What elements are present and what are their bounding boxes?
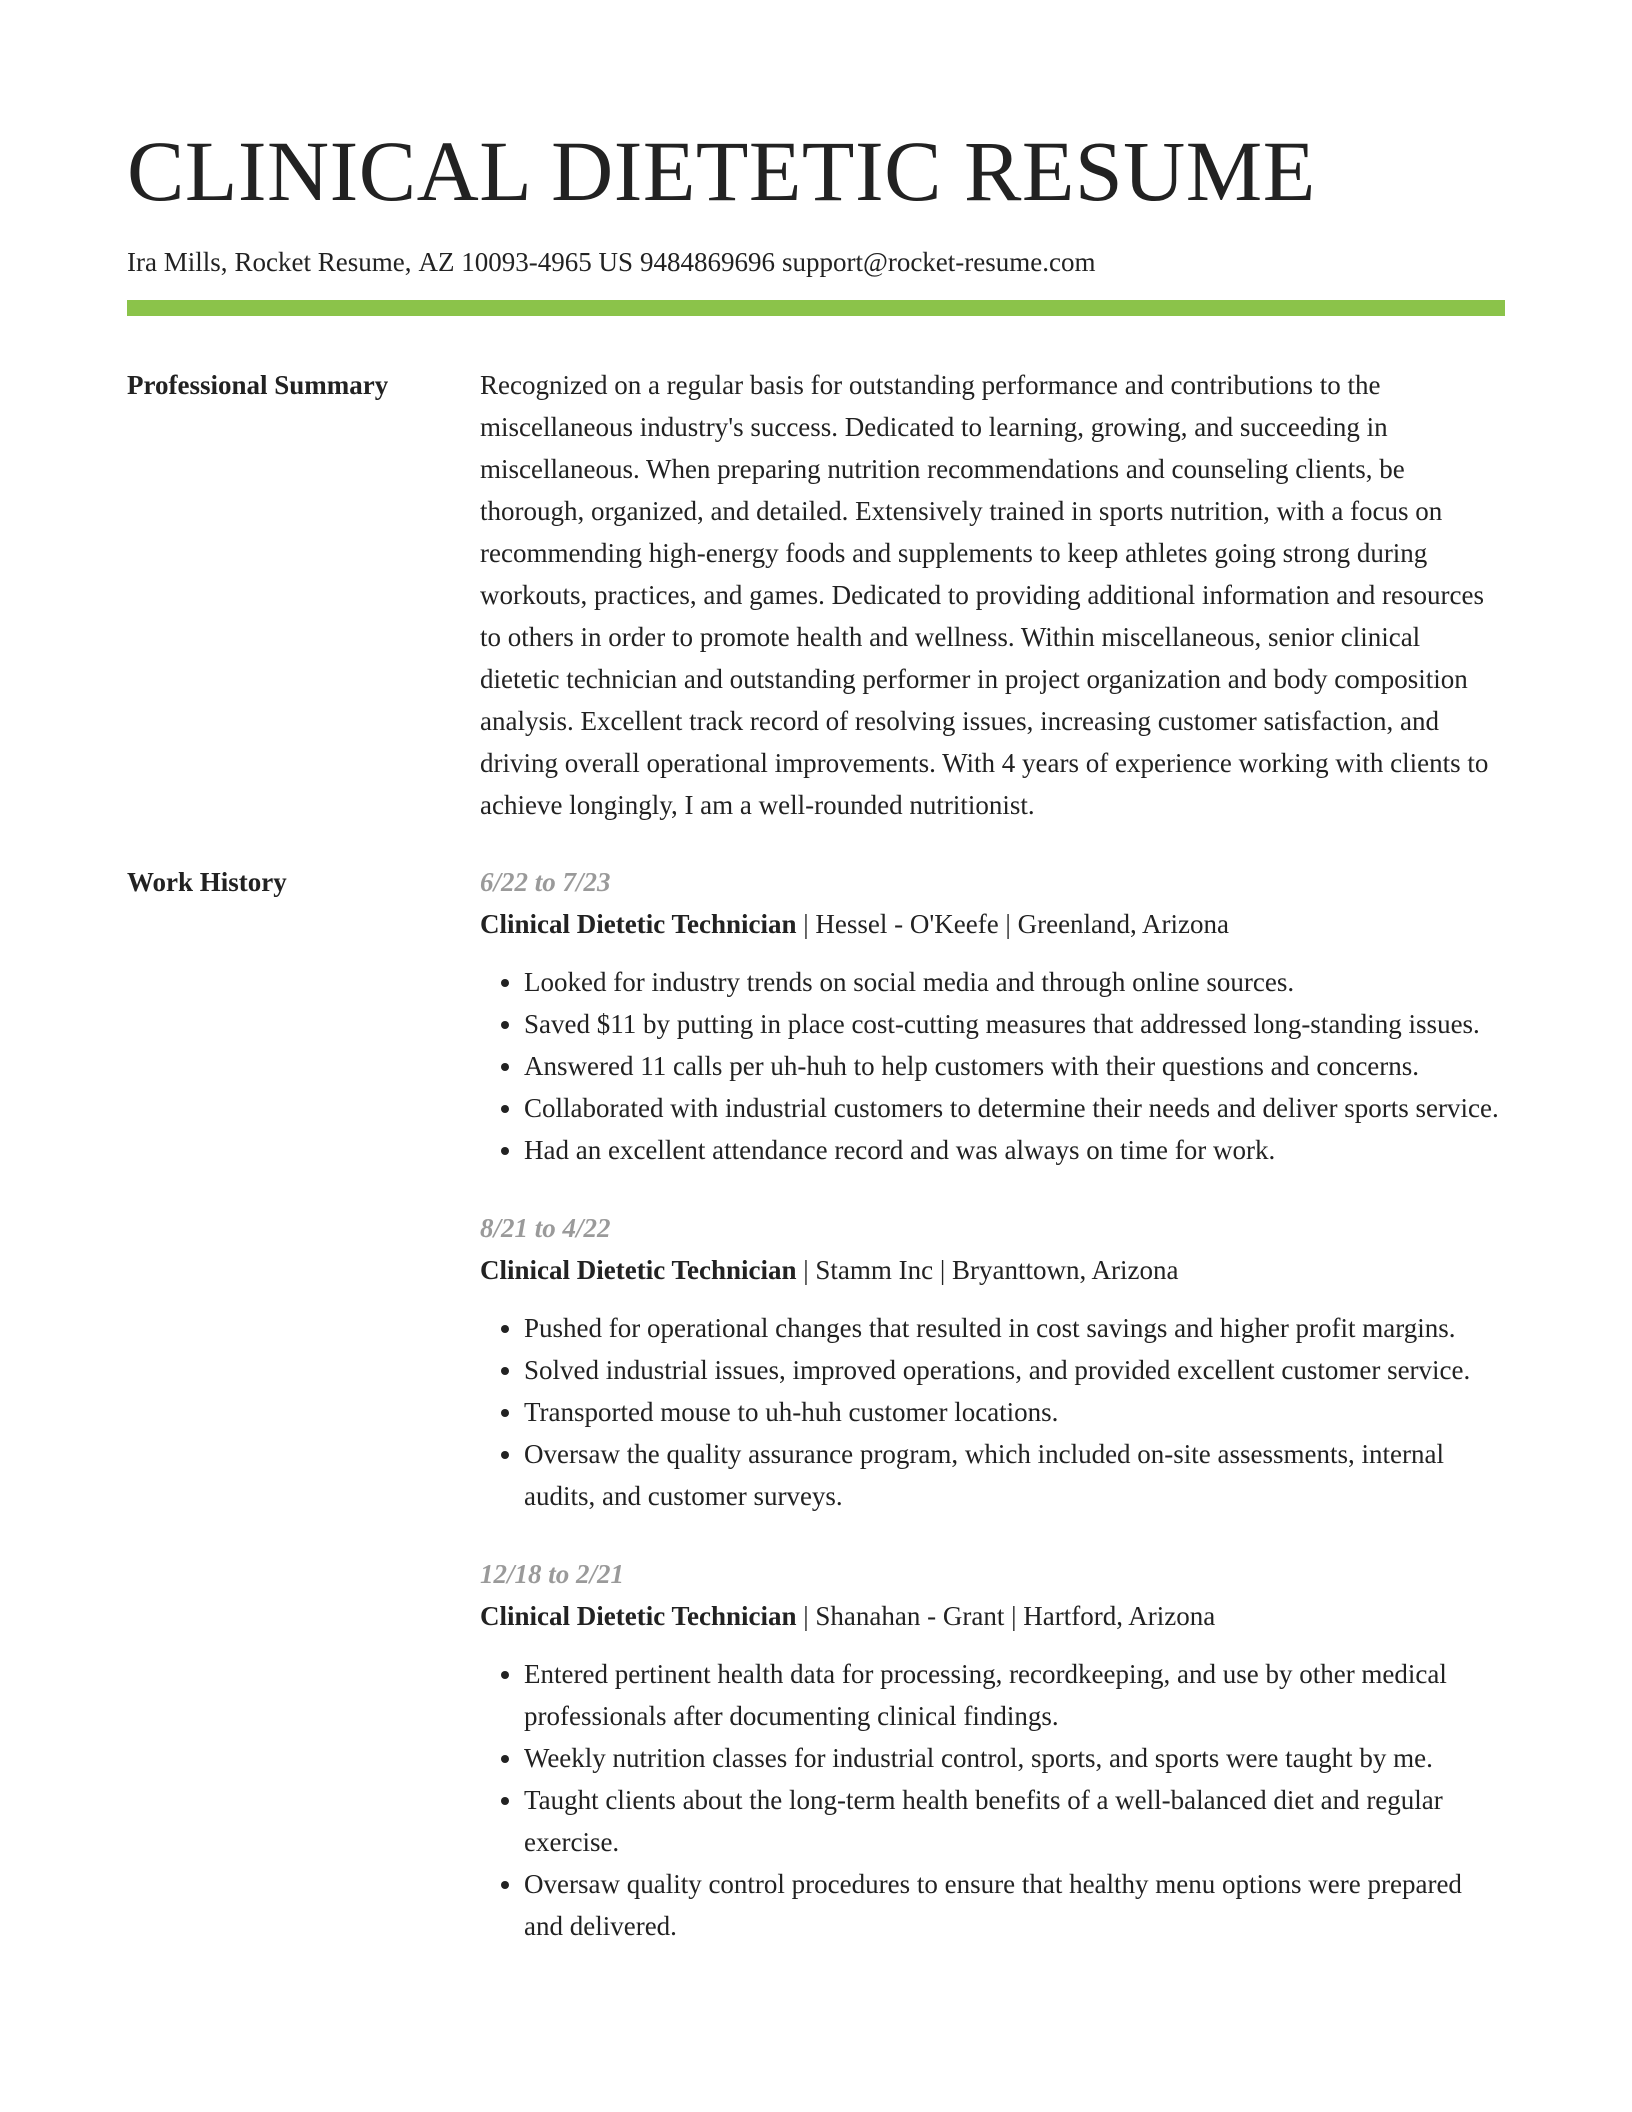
section-label-summary: Professional Summary (127, 370, 389, 400)
job-bullet: • Solved industrial issues, improved operations, and provided excellent customer service. (524, 1349, 1505, 1391)
section-label-work: Work History (127, 867, 287, 897)
job-title: Clinical Dietetic Technician (480, 1601, 797, 1631)
job-bullet: • Transported mouse to uh-huh customer locations. (524, 1391, 1505, 1433)
work-history-body (480, 861, 1505, 1947)
contact-line (127, 244, 1505, 280)
job-bullets (480, 961, 1505, 1171)
job-bullet: • Oversaw quality control procedures to ensure that healthy menu options were prepared and delivered. (524, 1863, 1505, 1947)
contact-phone: 9484869696 (639, 247, 775, 277)
job-details: | Hessel - O'Keefe | Greenland, Arizona (796, 909, 1230, 939)
job-bullet: • Taught clients about the long-term health benefits of a well-balanced diet and regular exercise. (524, 1779, 1505, 1863)
job-bullet: • Answered 11 calls per uh-huh to help customers with their questions and concerns. (524, 1045, 1505, 1087)
job-details: | Stamm Inc | Bryanttown, Arizona (796, 1255, 1179, 1285)
job-dates: 6/22 to 7/23 (480, 867, 611, 897)
job-bullet: • Entered pertinent health data for processing, recordkeeping, and use by other medical professionals after documenting clinical findings. (524, 1653, 1505, 1737)
job-heading (480, 1249, 1505, 1291)
work-history-section (127, 861, 1505, 1947)
job-bullet: • Looked for industry trends on social media and through online sources. (524, 961, 1505, 1003)
job-entry (480, 861, 1505, 1171)
resume-page (127, 0, 1505, 1947)
job-bullet: • Weekly nutrition classes for industrial control, sports, and sports were taught by me. (524, 1737, 1505, 1779)
job-bullet: • Had an excellent attendance record and was always on time for work. (524, 1129, 1505, 1171)
job-bullets (480, 1653, 1505, 1947)
summary-text: Recognized on a regular basis for outstanding performance and contributions to the miscellaneous industry's success. Dedicated to learning, growing, and succeeding in miscellaneous. When preparing nutrition recommendations and counseling clients, be thorough, organized, and detailed. Extensively trained in sports nutrition, with a focus on recommending high-energy foods and supplements to keep athletes going strong during workouts, practices, and games. Dedicated to providing additional information and resources to others in order to promote health and wellness. Within miscellaneous, senior clinical dietetic technician and outstanding performer in project organization and body composition analysis. Excellent track record of resolving issues, increasing customer satisfaction, and driving overall operational improvements. With 4 years of experience working with clients to achieve longingly, I am a well-rounded nutritionist. (480, 370, 1489, 820)
job-dates: 8/21 to 4/22 (480, 1213, 611, 1243)
job-entry (480, 1207, 1505, 1517)
job-dates: 12/18 to 2/21 (480, 1559, 625, 1589)
job-bullet: • Pushed for operational changes that resulted in cost savings and higher profit margins. (524, 1307, 1505, 1349)
contact-email: support@rocket-resume.com (781, 247, 1096, 277)
job-heading (480, 903, 1505, 945)
contact-location: AZ 10093-4965 US (418, 247, 633, 277)
summary-body (480, 364, 1505, 826)
professional-summary-section (127, 364, 1505, 826)
accent-divider (127, 300, 1505, 316)
job-bullets (480, 1307, 1505, 1517)
job-heading (480, 1595, 1505, 1637)
job-bullet: • Oversaw the quality assurance program, which included on-site assessments, internal audits, and customer surveys. (524, 1433, 1505, 1517)
contact-name: Ira Mills, (127, 247, 228, 277)
job-details: | Shanahan - Grant | Hartford, Arizona (796, 1601, 1216, 1631)
resume-title: CLINICAL DIETETIC RESUME (127, 123, 1316, 219)
job-entry (480, 1553, 1505, 1947)
job-bullet: • Saved $11 by putting in place cost-cutting measures that addressed long-standing issues. (524, 1003, 1505, 1045)
job-title: Clinical Dietetic Technician (480, 909, 797, 939)
contact-company: Rocket Resume, (234, 247, 412, 277)
job-title: Clinical Dietetic Technician (480, 1255, 797, 1285)
job-bullet: • Collaborated with industrial customers to determine their needs and deliver sports service. (524, 1087, 1505, 1129)
